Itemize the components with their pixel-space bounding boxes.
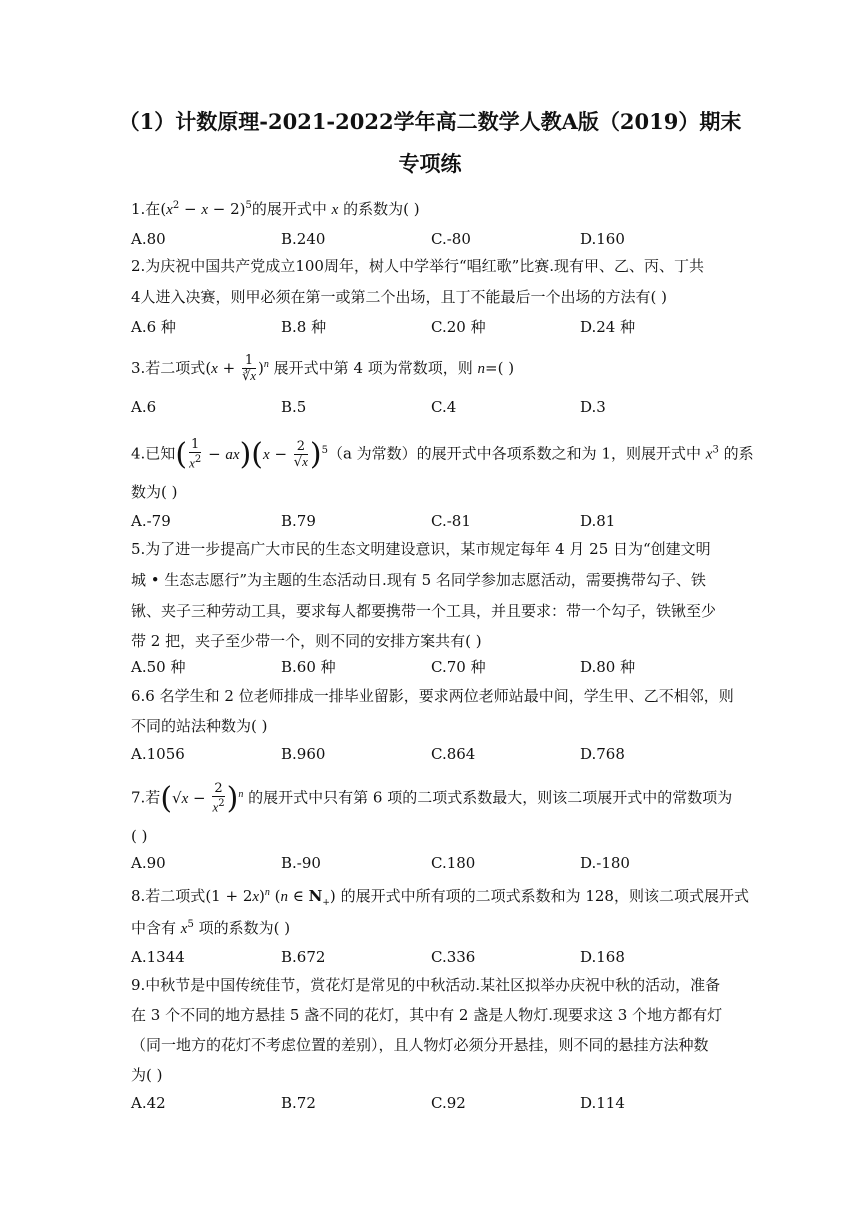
q5-option-b[interactable]: B.60 种	[281, 658, 336, 676]
q7-option-a[interactable]: A.90	[131, 854, 166, 872]
q4-formula: ( $\frac{1}{x^2}$ − ax)(x − $\frac{2}{√x}$ )$^5$	[175, 436, 328, 472]
question-8-line2: 中含有 $x^5$ 项的系数为( )	[131, 919, 291, 937]
question-5-line1: 5.为了进一步提高广大市民的生态文明建设意识，某市规定每年 4 月 25 日为“创建文明	[131, 540, 711, 558]
question-9-line3: （同一地方的花灯不考虑位置的差别），且人物灯必须分开悬挂，则不同的悬挂方法种数	[131, 1036, 709, 1054]
q2-option-d[interactable]: D.24 种	[580, 318, 636, 336]
question-3: 3.若二项式(x + $\frac{1}{∛x}$ )$^n$ 展开式中第 4 项为常数项，则 n=( )	[131, 353, 515, 384]
question-9-options	[131, 1093, 731, 1113]
q2-option-c[interactable]: C.20 种	[431, 318, 486, 336]
q3-option-c[interactable]: C.4	[431, 398, 457, 416]
q8-option-c[interactable]: C.336	[431, 948, 476, 966]
q7-option-c[interactable]: C.180	[431, 854, 476, 872]
q1-option-d[interactable]: D.160	[580, 230, 625, 248]
question-9-line2: 在 3 个不同的地方悬挂 5 盏不同的花灯，其中有 2 盏是人物灯.现要求这 3 个地方都有灯	[131, 1006, 723, 1024]
question-9-line4: 为( )	[131, 1066, 163, 1084]
question-9-line1: 9.中秋节是中国传统佳节，赏花灯是常见的中秋活动.某社区拟举办庆祝中秋的活动，准备	[131, 976, 721, 994]
q5-option-c[interactable]: C.70 种	[431, 658, 486, 676]
q9-option-c[interactable]: C.92	[431, 1094, 466, 1112]
q1-option-b[interactable]: B.240	[281, 230, 326, 248]
question-5-line4: 带 2 把，夹子至少带一个，则不同的安排方案共有( )	[131, 632, 482, 650]
question-2-options	[131, 317, 731, 337]
q8-formula: $(1 + 2x)^n$ (n ∈ $N_+$)	[205, 887, 336, 908]
q1-option-a[interactable]: A.80	[131, 230, 166, 248]
q6-option-c[interactable]: C.864	[431, 745, 476, 763]
q8-option-a[interactable]: A.1344	[131, 948, 185, 966]
q3-option-b[interactable]: B.5	[281, 398, 307, 416]
question-4-options	[131, 511, 731, 531]
q7-formula: (√x − $\frac{2}{x^2}$ )$^n$	[160, 780, 244, 816]
question-8-options	[131, 947, 731, 967]
q4-option-b[interactable]: B.79	[281, 512, 316, 530]
q7-option-d[interactable]: D.-180	[580, 854, 630, 872]
question-4-line1: 4.已知( $\frac{1}{x^2}$ − ax)(x − $\frac{2}{√x}$ )$^5$（a 为常数）的展开式中各项系数之和为 1，则展开式中 $x^3$ 的系	[131, 436, 754, 472]
q1-option-c[interactable]: C.-80	[431, 230, 471, 248]
question-1: 1.在$(x^2 - x - 2)^5$的展开式中 x 的系数为( )	[131, 200, 420, 218]
question-3-options	[131, 397, 731, 417]
question-4-line2: 数为( )	[131, 483, 178, 501]
q4-option-a[interactable]: A.-79	[131, 512, 171, 530]
q3-option-d[interactable]: D.3	[580, 398, 606, 416]
q6-option-d[interactable]: D.768	[580, 745, 625, 763]
question-1-options	[131, 229, 731, 249]
q3-formula: (x + $\frac{1}{∛x}$ )$^n$	[205, 353, 269, 384]
question-5-line3: 锹、夹子三种劳动工具，要求每人都要携带一个工具，并且要求：带一个勾子，铁锹至少	[131, 602, 717, 620]
question-6-line2: 不同的站法种数为( )	[131, 717, 268, 735]
q9-option-a[interactable]: A.42	[131, 1094, 166, 1112]
q9-option-d[interactable]: D.114	[580, 1094, 625, 1112]
question-5-line2: 城 • 生态志愿行”为主题的生态活动日.现有 5 名同学参加志愿活动，需要携带勾子、铁	[131, 571, 706, 589]
q6-option-b[interactable]: B.960	[281, 745, 326, 763]
question-7-line1: 7.若(√x − $\frac{2}{x^2}$ )$^n$ 的展开式中只有第 6 项的二项式系数最大，则该二项展开式中的常数项为	[131, 780, 733, 816]
q1-formula: $(x^2 - x - 2)^5$	[160, 200, 252, 218]
q2-option-a[interactable]: A.6 种	[131, 318, 176, 336]
q3-option-a[interactable]: A.6	[131, 398, 157, 416]
q8-option-b[interactable]: B.672	[281, 948, 326, 966]
q6-option-a[interactable]: A.1056	[131, 745, 185, 763]
q4-option-d[interactable]: D.81	[580, 512, 616, 530]
document-title-line1: （1）计数原理-2021-2022学年高二数学人教A版（2019）期末	[118, 109, 742, 134]
question-7-options	[131, 853, 731, 873]
q9-option-b[interactable]: B.72	[281, 1094, 316, 1112]
question-2-line1: 2.为庆祝中国共产党成立100周年，树人中学举行“唱红歌”比赛.现有甲、乙、丙、丁共	[131, 257, 705, 275]
question-5-options	[131, 657, 731, 677]
document-title-line2: 专项练	[398, 151, 462, 176]
q4-option-c[interactable]: C.-81	[431, 512, 471, 530]
question-6-options	[131, 744, 731, 764]
q7-option-b[interactable]: B.-90	[281, 854, 321, 872]
q2-option-b[interactable]: B.8 种	[281, 318, 327, 336]
question-8-line1: 8.若二项式$(1 + 2x)^n$ (n ∈ $N_+$) 的展开式中所有项的二项式系数和为 128，则该二项式展开式	[131, 887, 749, 908]
q8-option-d[interactable]: D.168	[580, 948, 625, 966]
question-6-line1: 6.6 名学生和 2 位老师排成一排毕业留影，要求两位老师站最中间，学生甲、乙不相邻，则	[131, 687, 734, 705]
question-7-line2: ( )	[131, 827, 148, 845]
question-2-line2: 4人进入决赛，则甲必须在第一或第二个出场，且丁不能最后一个出场的方法有( )	[131, 288, 668, 306]
q5-option-d[interactable]: D.80 种	[580, 658, 636, 676]
q5-option-a[interactable]: A.50 种	[131, 658, 186, 676]
